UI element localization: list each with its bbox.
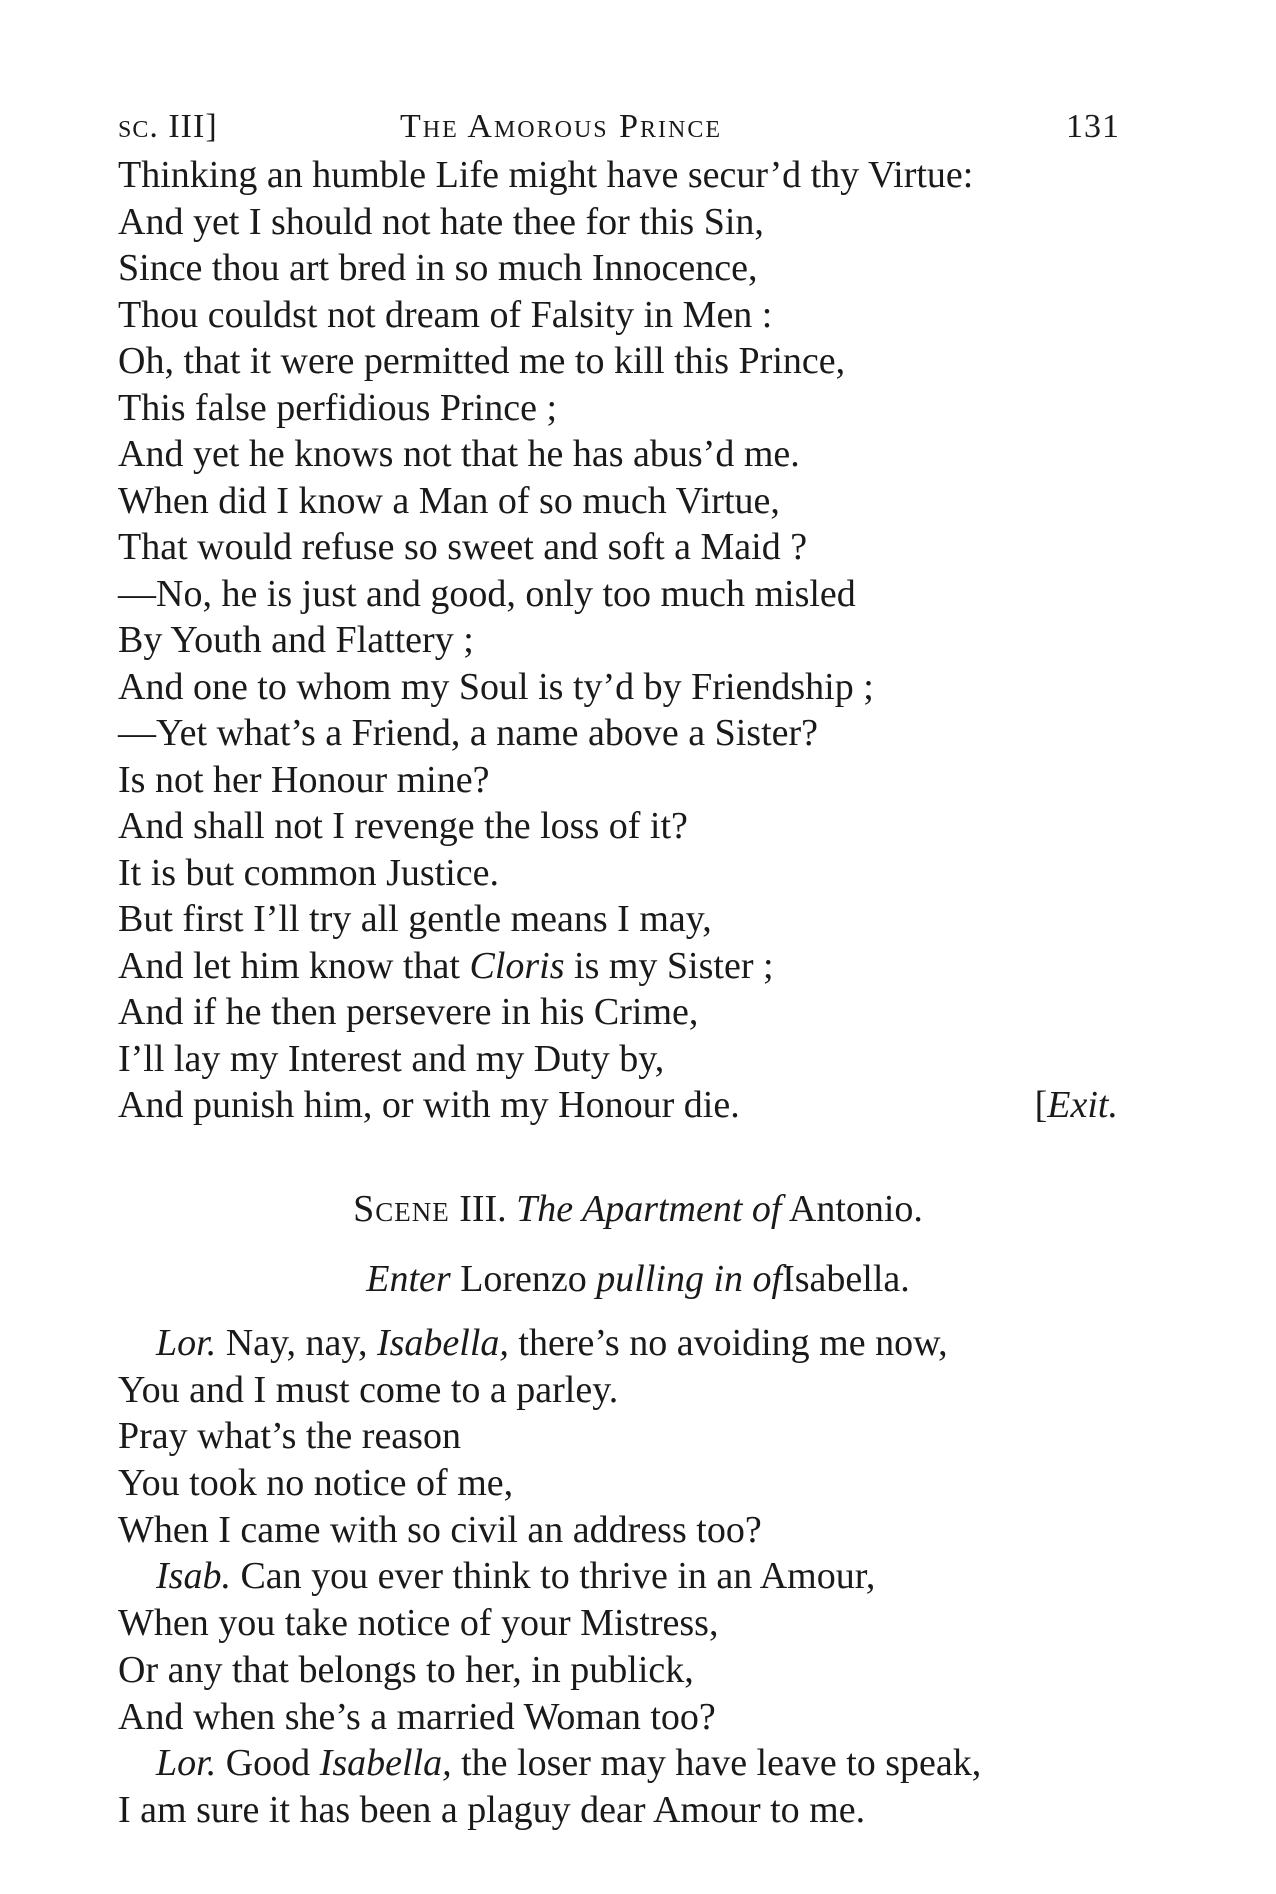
verse-line [118,943,1148,990]
verse-line: And one to whom my Soul is ty’d by Friendship ; [118,665,874,708]
verse-line: It is but common Justice. [118,851,500,894]
verse-line: I’ll lay my Interest and my Duty by, [118,1037,665,1080]
verse-block [118,152,1148,1129]
character-name: Isabella, [319,1742,452,1785]
exit-label: Exit. [1047,1084,1118,1126]
verse-text: is my Sister ; [564,944,774,987]
speech-first-line [118,1740,1158,1787]
stage-enter: Enter [366,1258,451,1300]
verse-line: Since thou art bred in so much Innocence, [118,247,758,289]
speech-text: Good [225,1742,320,1785]
verse-line: Thinking an humble Life might have secur’d thy Virtue: [118,154,974,196]
verse-line: And yet he knows not that he has abus’d me. [118,433,800,475]
speech-first-line [118,1320,1158,1367]
verse-line: When did I know a Man of so much Virtue, [118,479,780,522]
speech-line: And when she’s a married Woman too? [118,1695,716,1738]
verse-line: By Youth and Flattery ; [118,619,474,661]
verse-line: And shall not I revenge the loss of it? [118,805,688,847]
speech-line: I am sure it has been a plaguy dear Amour to me. [118,1788,866,1831]
header-title: The Amorous Prince [400,108,723,145]
stage-action: pulling in of [596,1258,783,1300]
header-scene-ref: sc. III] [118,108,218,145]
exit-bracket: [ [1034,1084,1048,1126]
speech-first-line [118,1553,1158,1600]
stage-direction [0,1255,1276,1303]
page-number: 131 [1066,108,1120,145]
verse-line: —Yet what’s a Friend, a name above a Sister? [118,712,819,754]
speech-line: You took no notice of me, [118,1462,514,1505]
speech-line: You and I must come to a parley. [118,1368,619,1411]
scene-description: The Apartment of [516,1188,782,1230]
verse-line: —No, he is just and good, only too much misled [118,572,856,615]
scene-heading [0,1185,1276,1233]
running-header [118,108,1120,152]
scene-label: Scene [353,1188,450,1230]
stage-character: Lorenzo [460,1258,587,1300]
dialogue-block [118,1320,1158,1834]
speech-line: Pray what’s the reason [118,1415,461,1458]
speech-text: the loser may have leave to speak, [451,1742,982,1785]
verse-line: Thou couldst not dream of Falsity in Men : [118,293,773,336]
speech-line: When I came with so civil an address too? [118,1508,762,1551]
character-name: Isabella, [376,1322,509,1364]
verse-line: And if he then persevere in his Crime, [118,991,699,1033]
speaker-name: Lor. [156,1322,217,1364]
stage-character: Isabella. [782,1258,910,1300]
scene-place: Antonio. [788,1188,923,1230]
verse-line: But first I’ll try all gentle means I may, [118,898,712,940]
speech-text: there’s no avoiding me now, [508,1322,948,1364]
verse-line: Is not her Honour mine? [118,758,490,801]
verse-line: This false perfidious Prince ; [118,386,558,429]
speech-line: Or any that belongs to her, in publick, [118,1648,694,1691]
verse-text: And let him know that [118,944,470,987]
exit-direction [1035,1082,1118,1129]
verse-text: And punish him, or with my Honour die. [118,1084,740,1126]
speaker-name: Lor. [156,1742,217,1785]
scene-number: III. [459,1188,507,1230]
verse-line: Oh, that it were permitted me to kill this Prince, [118,340,846,382]
speech-line: When you take notice of your Mistress, [118,1602,719,1645]
speech-text: Can you ever think to thrive in an Amour, [240,1555,876,1598]
verse-line: That would refuse so sweet and soft a Maid ? [118,526,808,568]
verse-line-final [118,1082,1148,1129]
speech-text: Nay, nay, [225,1322,377,1364]
speaker-name: Isab. [156,1555,231,1598]
verse-line: And yet I should not hate thee for this Sin, [118,200,764,243]
character-name: Cloris [469,944,565,987]
